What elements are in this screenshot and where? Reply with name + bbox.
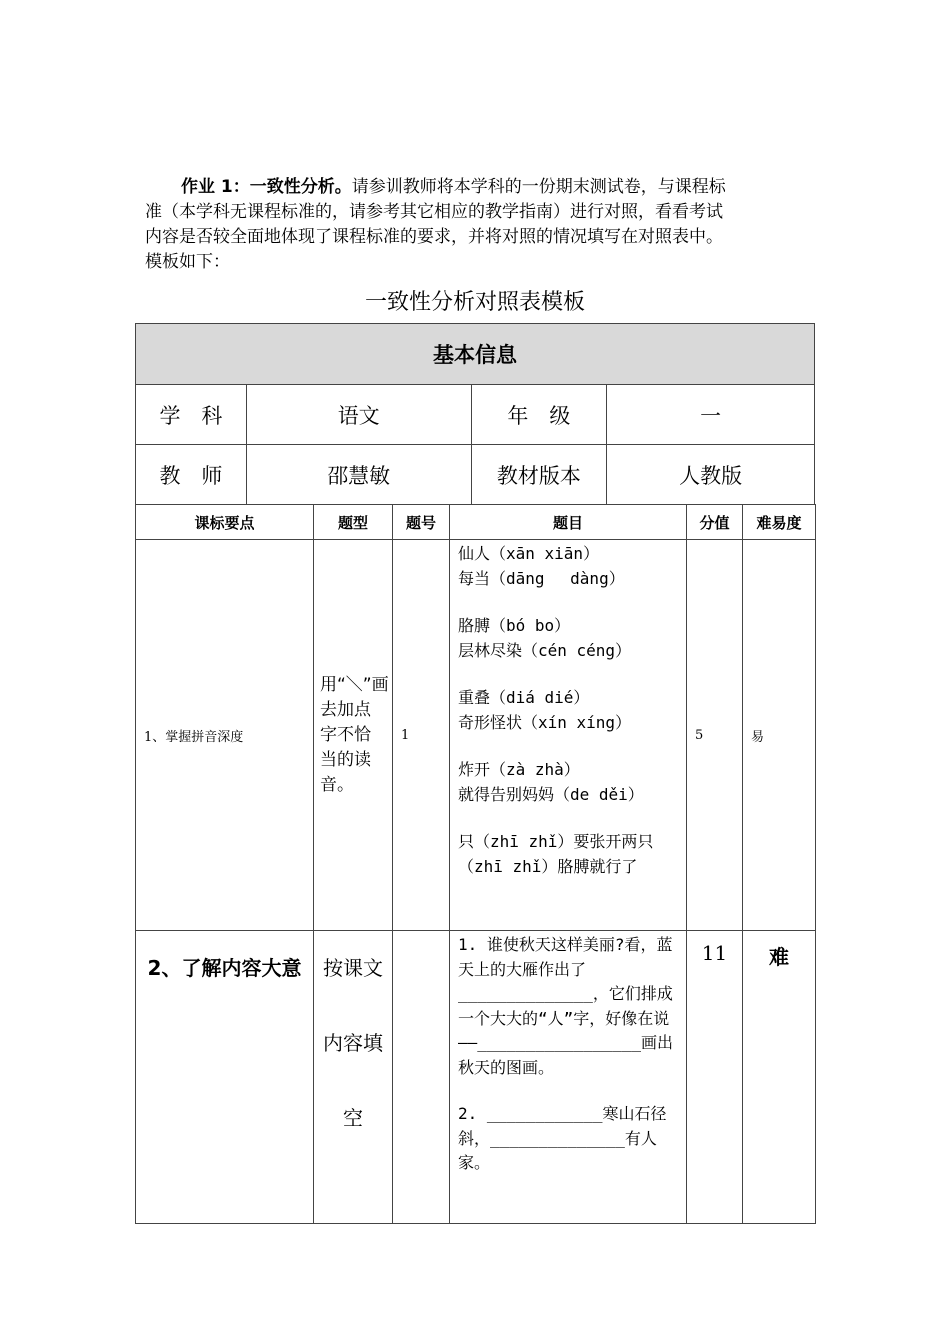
analysis-table (135, 504, 816, 1224)
difficulty: 易 (743, 540, 816, 931)
question-line: 只（zhī zhǐ）要张开两只 (458, 832, 654, 851)
question-number (393, 931, 450, 1224)
score: 5 (687, 540, 743, 931)
table-row (136, 540, 816, 931)
intro-line-1: 请参训教师将本学科的一份期末测试卷，与课程标 (351, 177, 726, 197)
basic-info-header: 基本信息 (136, 324, 815, 385)
table-row (136, 931, 816, 1224)
intro-line-2: 准（本学科无课程标准的，请参考其它相应的教学指南）进行对照，看看考试 (145, 202, 723, 222)
question-text: 1. 谁使秋天这样美丽?看，蓝天上的大雁作出了______________，它们排成一个大大的“人”字，好像在说——_________________画出秋天的图画。 (458, 935, 674, 1077)
question-number: 1 (393, 540, 450, 931)
standard-point: 1、掌握拼音深度 (136, 540, 314, 931)
intro-line-3: 内容是否较全面地体现了课程标准的要求，并将对照的情况填写在对照表中。 (145, 227, 723, 247)
edition-label: 教材版本 (471, 445, 607, 505)
grade-value: 一 (607, 385, 815, 445)
subject-value: 语文 (246, 385, 471, 445)
teacher-value: 邵慧敏 (246, 445, 471, 505)
subject-label: 学 科 (136, 385, 247, 445)
question-line: 仙人（xān xiān） (458, 544, 600, 563)
column-header: 题号 (393, 505, 450, 540)
question-line: 胳膊（bó bo） (458, 616, 571, 635)
question-line: 就得告别妈妈（de děi） (458, 784, 644, 804)
column-header: 分值 (687, 505, 743, 540)
assignment-intro (145, 175, 805, 275)
standard-point: 2、了解内容大意 (136, 931, 314, 1224)
column-header: 难易度 (743, 505, 816, 540)
question-text: 2. ____________寒山石径斜，______________有人家。 (458, 1104, 667, 1172)
question-line: 炸开（zà zhà） (458, 760, 580, 779)
question-content (450, 540, 687, 931)
question-line: 层林尽染（cén céng） (458, 640, 632, 660)
column-header: 题型 (314, 505, 393, 540)
question-line: 奇形怪状（xín xíng） (458, 712, 632, 732)
column-header: 课标要点 (136, 505, 314, 540)
question-content (450, 931, 687, 1224)
edition-value: 人教版 (607, 445, 815, 505)
score: 11 (687, 931, 743, 1224)
difficulty: 难 (743, 931, 816, 1224)
column-header: 题目 (450, 505, 687, 540)
basic-info-table (135, 323, 815, 505)
question-type: 按课文内容填空 (314, 931, 393, 1224)
assignment-heading: 作业 1：一致性分析。 (181, 177, 352, 197)
intro-line-4: 模板如下： (145, 252, 230, 272)
question-type: 用“＼”画去加点字不恰当的读音。 (314, 540, 393, 931)
document-title: 一致性分析对照表模板 (364, 290, 585, 315)
question-line: （zhī zhǐ）胳膊就行了 (458, 856, 638, 876)
grade-label: 年 级 (471, 385, 607, 445)
table-header-row (136, 505, 816, 540)
question-line: 重叠（diá dié） (458, 688, 590, 707)
teacher-label: 教 师 (136, 445, 247, 505)
question-line: 每当（dāng dàng） (458, 568, 625, 588)
